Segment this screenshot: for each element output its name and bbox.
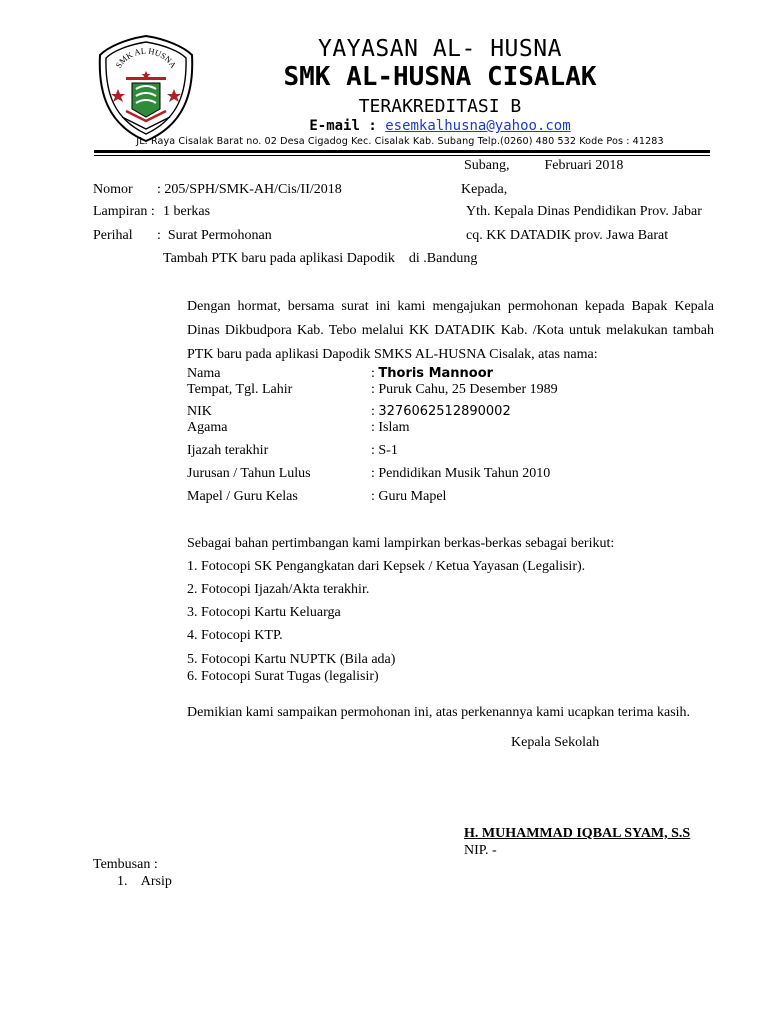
- attachment-item: 3. Fotocopi Kartu Keluarga: [187, 605, 341, 620]
- svg-text:SMK AL HUSNA: SMK AL HUSNA: [113, 45, 179, 70]
- ttl-value: : Puruk Cahu, 25 Desember 1989: [371, 382, 558, 397]
- header-rule-thick: [94, 150, 710, 153]
- header-rule-thin: [94, 155, 710, 156]
- agama-label: Agama: [187, 420, 228, 435]
- ttl-label: Tempat, Tgl. Lahir: [187, 382, 293, 397]
- nama-row: [371, 366, 493, 382]
- nomor-label: Nomor: [93, 182, 133, 197]
- nik-value: 3276062512890002: [378, 404, 511, 419]
- attachment-item: 2. Fotocopi Ijazah/Akta terakhir.: [187, 582, 370, 597]
- ijazah-value: : S-1: [371, 443, 398, 458]
- lampiran-label: Lampiran :: [93, 204, 155, 219]
- email-label: E-mail :: [309, 118, 377, 134]
- email-link[interactable]: esemkalhusna@yahoo.com: [385, 118, 571, 134]
- nik-label: NIK: [187, 404, 212, 419]
- email-line: [200, 118, 680, 134]
- attachment-item: 6. Fotocopi Surat Tugas (legalisir): [187, 669, 379, 684]
- attachment-item: 5. Fotocopi Kartu NUPTK (Bila ada): [187, 652, 396, 667]
- ijazah-label: Ijazah terakhir: [187, 443, 269, 458]
- accreditation: TERAKREDITASI B: [358, 96, 522, 117]
- nama-label: Nama: [187, 366, 221, 381]
- opening-paragraph: Dengan hormat, bersama surat ini kami mengajukan permohonan kepada Bapak Kepala Dinas Dikbudpora Kab. Tebo melalui KK DATADIK Kab. /Kota untuk melakukan tambah PTK baru pada aplikasi Dapodik SMKS AL-HUSNA Cisalak, atas nama:: [187, 299, 714, 362]
- nik-colon: :: [371, 404, 379, 419]
- nama-value: Thoris Mannoor: [378, 366, 494, 381]
- signatory-name: H. MUHAMMAD IQBAL SYAM, S.S: [464, 826, 691, 841]
- school-logo: [96, 33, 196, 143]
- tembusan-label: Tembusan :: [93, 857, 158, 872]
- school-name: SMK AL-HUSNA CISALAK: [283, 62, 597, 92]
- closing-text: Demikian kami sampaikan permohonan ini, atas perkenannya kami ucapkan terima kasih.: [187, 705, 691, 720]
- perihal-value: : Surat Permohonan: [157, 228, 272, 243]
- foundation-name: YAYASAN AL- HUSNA: [318, 36, 562, 62]
- perihal-line2: Tambah PTK baru pada aplikasi Dapodik di .Bandung: [163, 251, 478, 266]
- agama-value: : Islam: [371, 420, 410, 435]
- recipient-line3: cq. KK DATADIK prov. Jawa Barat: [466, 228, 669, 243]
- school-address: JL. Raya Cisalak Barat no. 02 Desa Cigadog Kec. Cisalak Kab. Subang Telp.(0260) 480 532 Kode Pos : 41283: [136, 136, 664, 147]
- recipient-kepada: Kepada,: [461, 182, 508, 197]
- place-date: Subang, Februari 2018: [464, 158, 624, 173]
- recipient-line2: Yth. Kepala Dinas Pendidikan Prov. Jabar: [466, 204, 702, 219]
- perihal-label: Perihal: [93, 228, 133, 243]
- signatory-position: Kepala Sekolah: [511, 735, 600, 750]
- jurusan-label: Jurusan / Tahun Lulus: [187, 466, 311, 481]
- tembusan-item: 1. Arsip: [117, 874, 172, 889]
- nama-colon: :: [371, 366, 379, 381]
- nomor-value: : 205/SPH/SMK-AH/Cis/II/2018: [157, 182, 342, 197]
- jurusan-value: : Pendidikan Musik Tahun 2010: [371, 466, 551, 481]
- mapel-label: Mapel / Guru Kelas: [187, 489, 298, 504]
- signatory-nip: NIP. -: [464, 843, 497, 858]
- attachment-item: 1. Fotocopi SK Pengangkatan dari Kepsek / Ketua Yayasan (Legalisir).: [187, 559, 586, 574]
- nik-row: [371, 404, 511, 420]
- lampiran-value: 1 berkas: [163, 204, 211, 219]
- attachments-intro: Sebagai bahan pertimbangan kami lampirkan berkas-berkas sebagai berikut:: [187, 536, 615, 551]
- mapel-value: : Guru Mapel: [371, 489, 447, 504]
- attachment-item: 4. Fotocopi KTP.: [187, 628, 283, 643]
